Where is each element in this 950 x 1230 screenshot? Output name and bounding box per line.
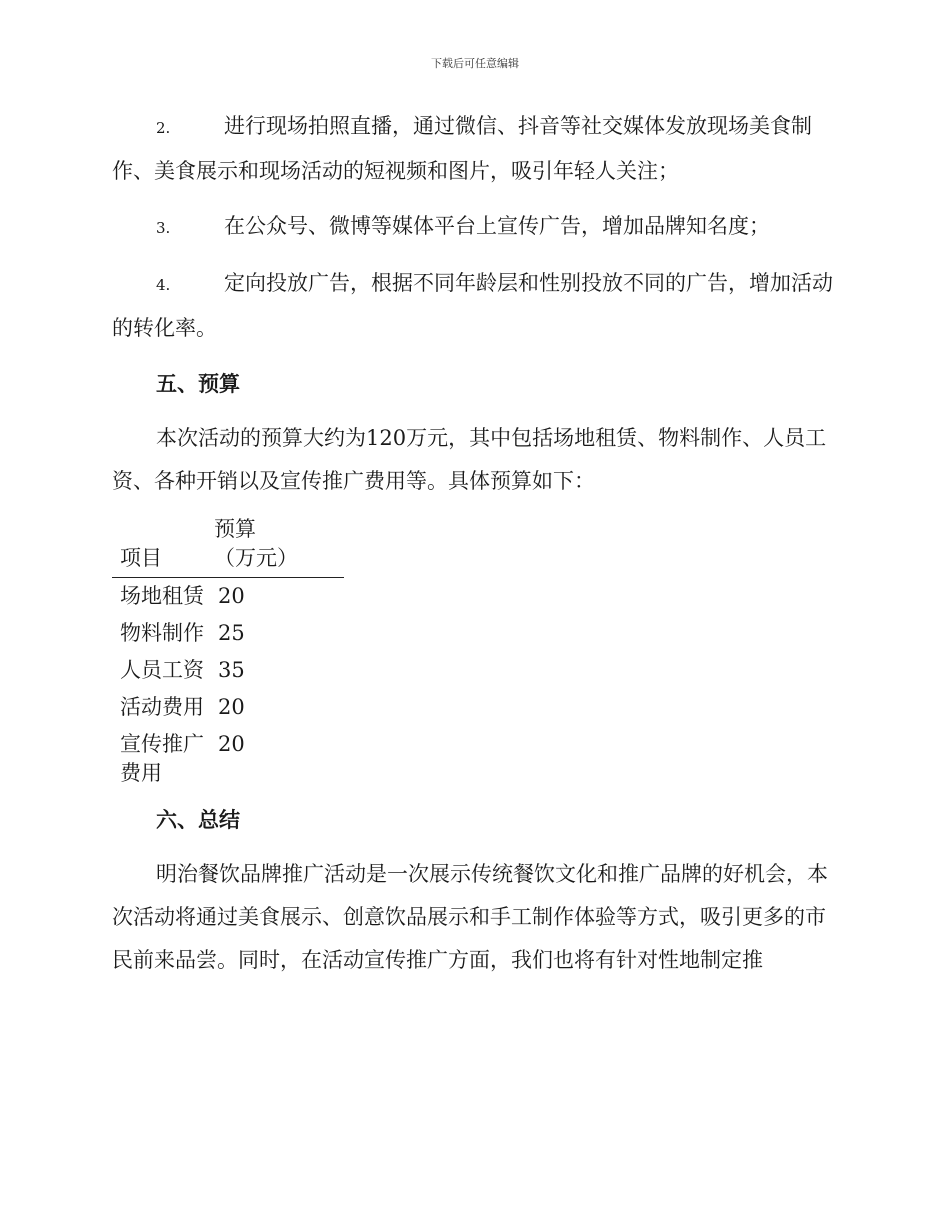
list-text: 进行现场拍照直播，通过微信、抖音等社交媒体发放现场美食制作、美食展示和现场活动的短视频和图片，吸引年轻人关注； [112, 114, 812, 183]
budget-paragraph: 本次活动的预算大约为120万元，其中包括场地租赁、物料制作、人员工资、各种开销以及宣传推广费用等。具体预算如下： [112, 426, 827, 493]
table-cell-spacer [296, 615, 344, 652]
table-row [112, 652, 344, 689]
table-cell-spacer [296, 726, 344, 792]
list-item [112, 205, 834, 250]
column-header-budget: 预算（万元） [214, 515, 296, 578]
table-cell-budget: 20 [218, 584, 245, 608]
table-cell-item: 活动费用 [120, 695, 204, 719]
table-cell-budget: 20 [218, 732, 245, 756]
table-row [112, 726, 344, 792]
table-cell-budget: 35 [218, 658, 245, 682]
table-cell-item: 物料制作 [120, 621, 204, 645]
table-cell-item: 宣传推广费用 [120, 732, 204, 785]
column-header-spacer [296, 515, 344, 578]
summary-paragraph: 明治餐饮品牌推广活动是一次展示传统餐饮文化和推广品牌的好机会，本次活动将通过美食展示、创意饮品展示和手工制作体验等方式，吸引更多的市民前来品尝。同时，在活动宣传推广方面，我们也将有针对性地制定推 [112, 862, 828, 972]
list-number: 2. [156, 119, 171, 137]
page-header: 下载后可任意编辑 [431, 57, 519, 70]
table-row [112, 615, 344, 652]
list-number: 4. [156, 276, 171, 294]
column-header-item: 项目 [112, 515, 214, 578]
table-cell-item: 人员工资 [120, 658, 204, 682]
budget-table [112, 515, 344, 792]
table-cell-item: 场地租赁 [120, 584, 204, 608]
table-cell-budget: 20 [218, 695, 245, 719]
section-heading-summary: 六、总结 [156, 807, 240, 832]
table-row [112, 689, 344, 726]
list-text: 在公众号、微博等媒体平台上宣传广告，增加品牌知名度； [224, 214, 770, 238]
list-item [112, 105, 834, 193]
list-number: 3. [156, 219, 171, 237]
list-item [112, 262, 834, 350]
table-row [112, 578, 344, 616]
table-cell-spacer [296, 689, 344, 726]
list-text: 定向投放广告，根据不同年龄层和性别投放不同的广告，增加活动的转化率。 [112, 271, 833, 340]
section-heading-budget: 五、预算 [156, 371, 240, 396]
table-cell-spacer [296, 578, 344, 616]
document-body [112, 105, 834, 994]
table-header-row [112, 515, 344, 578]
table-cell-budget: 25 [218, 621, 245, 645]
table-cell-spacer [296, 652, 344, 689]
